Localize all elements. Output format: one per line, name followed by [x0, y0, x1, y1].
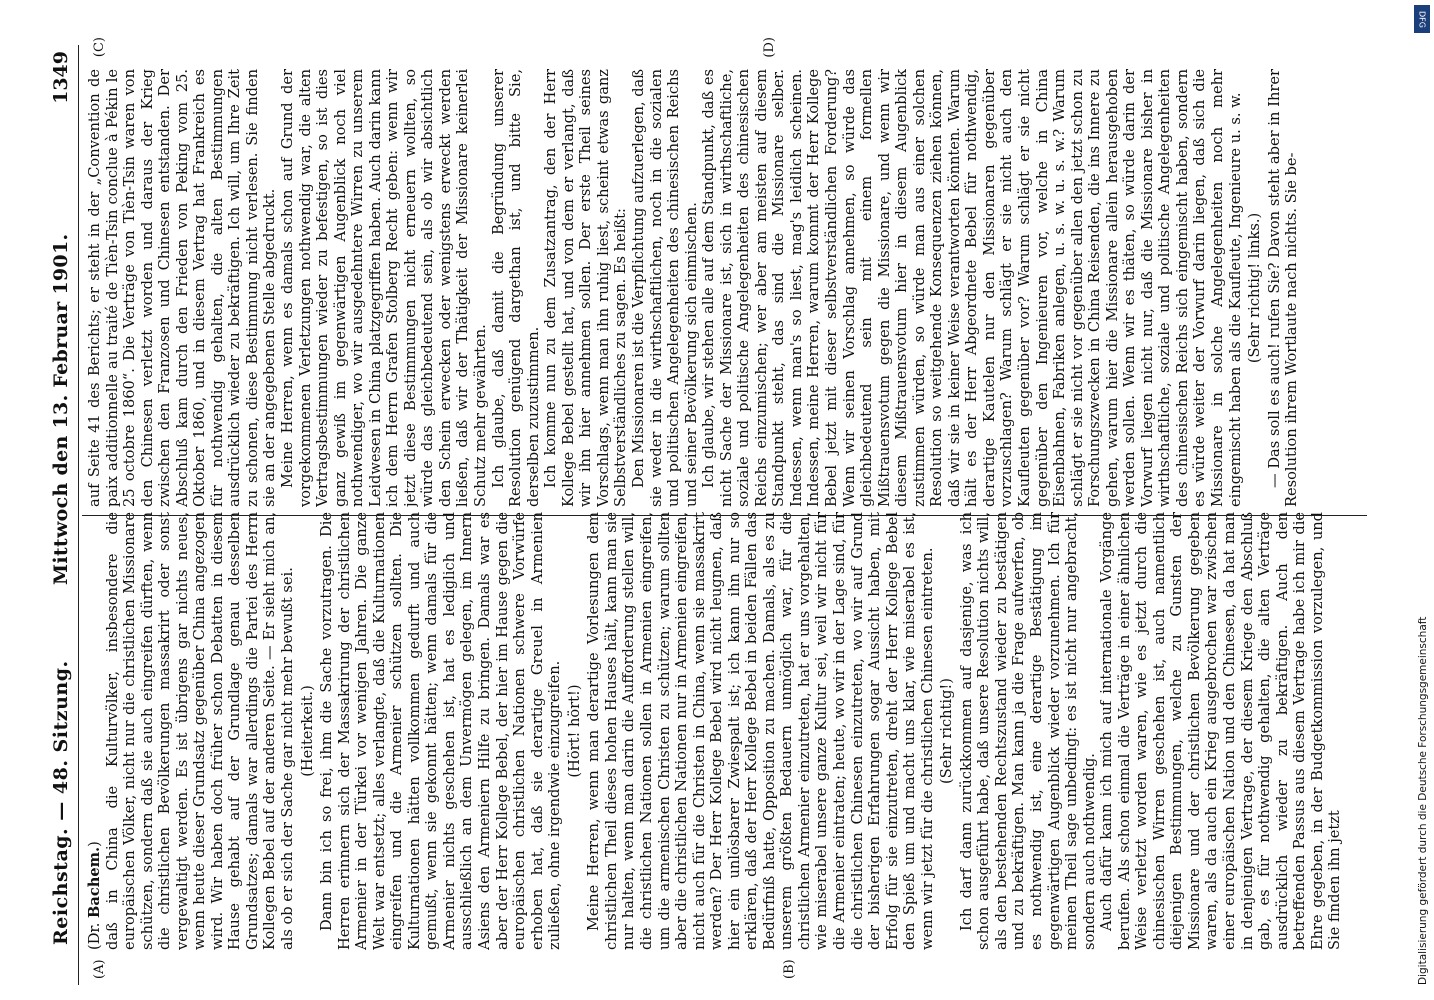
- paragraph: daß in China die Kulturvölker, insbesondere die europäischen Völker, nicht nur die christlichen Missionare schützen, sondern daß sie auch eingreifen dürften, wenn die christlichen Bevölkerungen massakrirt oder sonst vergewaltigt werden. Es ist übrigens gar nichts neues, wenn heute dieser Grundsatz gegenüber China angezogen wird. Wir haben doch früher schon Debatten in diesem Hause gehabt auf der Grundlage genau desselben Grundsatzes; damals war allerdings die Partei des Herrn Kollegen Bebel auf der anderen Seite. — Er sieht mich an, als ob er sich der Sache gar nicht mehr bewußt sei.: [103, 512, 297, 950]
- marker-a: (A): [92, 959, 107, 979]
- text-column-left: [86, 512, 1366, 950]
- digitization-watermark: [1410, 0, 1434, 1000]
- paragraph: auf Seite 41 des Berichts; er steht in der „Convention de paix additionnelle au traité de Tièn-Tsin conclue à Pékin le 25 octobre 1860“. Die Verträge von Tièn-Tsin waren von den Chinesen verletzt worden und daraus der Krieg zwischen den Franzosen und Chinesen entstanden. Der Abschluß kam durch den Frieden von Peking vom 25. Oktober 1860, und in diesem Vertrag hat Frankreich es für nothwendig gehalten, die alten Bestimmungen ausdrücklich wieder zu bekräftigen. Ich will, um Ihre Zeit zu schonen, diese Bestimmung nicht verlesen. Sie finden sie an der angegebenen Stelle abgedruckt.: [86, 69, 279, 507]
- watermark-text: Digitalisierung gefördert durch die Deutsche Forschungsgemeinschaft: [1417, 616, 1429, 985]
- speaker-suffix: ): [86, 841, 103, 847]
- text-column-right: [86, 69, 1366, 507]
- marker-c: (C): [92, 37, 107, 58]
- header-date: Mittwoch den 13. Februar 1901.: [50, 233, 72, 585]
- header-title: Reichstag. — 48. Sitzung.: [50, 660, 72, 945]
- rotated-newspaper-page: [42, 37, 1372, 985]
- paragraph: Ich glaube, daß damit die Begründung unserer Resolution genügend dargethan ist, und bitte Sie, derselben zuzustimmen.: [489, 69, 542, 507]
- speaker-prefix: (Dr.: [86, 922, 103, 950]
- column-divider: [82, 515, 1367, 516]
- paragraph: Meine Herren, wenn es damals schon auf Grund der vorgekommenen Verletzungen nothwendig war, die alten Vertragsbestimmungen wieder zu befestigen, so ist dies ganz gewiß im gegenwärtigen Augenblick noch viel nothwendiger, wo wir ausgedehntere Wirren zu unserem Leidwesen in China platzgegriffen haben. Auch darin kann ich dem Herrn Grafen Stolberg Recht geben: wenn wir jetzt diese Bestimmungen nicht erneuern wollten, so würde das gleichbedeutend sein, als ob wir absichtlich den Schein erwecken oder wenigstens erweckt werden ließen, daß wir der Thätigkeit der Missionare keinerlei Schutz mehr gewährten.: [279, 69, 490, 507]
- page-header: [42, 45, 79, 985]
- interjection: (Hört! hört!): [565, 684, 583, 778]
- interjection: (Heiterkeit.): [298, 685, 316, 777]
- paragraph: Meine Herren, wenn man derartige Vorlesungen dem christlichen Theil dieses hohen Hauses hält, kann man sie nur halten, wenn man darin die Aufforderung stellen will, die christlichen Nationen sollen in Armenien eingreifen, um die armenischen Christen zu schützen; warum sollten aber die christlichen Nationen nur in Armenien eingreifen, nicht auch für die Christen in China, wenn sie massakrirt werden? Der Herr Kollege Bebel wird nicht leugnen, daß hier ein unlösbarer Zwiespalt ist; ich kann ihn nur so erklären, daß der Herr Kollege Bebel in beiden Fällen das Bedürfniß hatte, Opposition zu machen. Damals, als es zu unserem größten Bedauern unmöglich war, für die christlichen Armenier einzutreten, hat er uns vorgehalten, wie miserabel unsere ganze Kultur sei, weil wir nicht für die Armenier eintraten; heute, wo wir in der Lage sind, für die christlichen Chinesen einzutreten, wo wir auf Grund der bisherigen Erfahrungen sogar Aussicht haben, mit Erfolg für sie einzutreten, dreht der Herr Kollege Bebel den Spieß um und macht uns klar, wie miserabel es ist, wenn wir jetzt für die christlichen Chinesen eintreten.: [585, 512, 936, 950]
- interjection: (Sehr richtig! links.): [1246, 212, 1264, 364]
- paragraph: Auch dafür kann ich mich auf internationale Vorgänge berufen. Als schon einmal die Verträge in einer ähnlichen Weise verletzt worden waren, wie es jetzt durch die chinesischen Wirren geschehen ist, auch namentlich diejenigen Bestimmungen, welche zu Gunsten der Missionare und der christlichen Bevölkerung gegeben waren, als da auch ein Krieg ausgebrochen war zwischen einer europäischen Nation und den Chinesen, da hat man in denjenigen Vertrage, der diesem Kriege den Abschluß gab, es für nothwendig gehalten, die alten Verträge ausdrücklich wieder zu bekräftigen. Auch den betreffenden Passus aus diesem Vertrage habe ich mir die Ehre gegeben, in der Budgetkommission vorzulegen, und Sie finden ihn jetzt: [1098, 512, 1344, 950]
- page-number: 1349: [50, 51, 72, 104]
- speaker-name: Bachem.: [86, 846, 103, 918]
- paragraph: Ich komme nun zu dem Zusatzantrag, den der Herr Kollege Bebel gestellt hat, und von dem er verlangt, daß wir ihn hier annehmen sollen. Der erste Theil seines Vorschlags, wenn man ihn ruhig liest, scheint etwas ganz Selbstverständliches zu sagen. Es heißt:: [542, 69, 630, 507]
- marker-b: (B): [782, 959, 797, 979]
- dfg-logo: DFG: [1414, 5, 1430, 33]
- marker-d: (D): [762, 37, 777, 58]
- interjection: (Sehr richtig!): [938, 678, 956, 784]
- block-quote: Den Missionaren ist die Verpflichtung aufzuerlegen, daß sie weder in die wirthschaftlichen, noch in die sozialen und politischen Angelegenheiten des chinesischen Reichs und seiner Bevölkerung sich einmischen.: [629, 69, 700, 507]
- paragraph: Ich darf dann zurückkommen auf dasjenige, was ich schon ausgeführt habe, daß unsere Resolution nichts will, als den bestehenden Rechtszustand wieder zu bestätigen und zu bekräftigen. Man kann ja die Frage aufwerfen, ob es nothwendig ist, eine derartige Bestätigung im gegenwärtigen Augenblick wieder vorzunehmen. Ich für meinen Theil sage unbedingt: es ist nicht nur angebracht, sondern auch nothwendig.: [957, 512, 1098, 950]
- paragraph: Dann bin ich so frei, ihm die Sache vorzutragen. Die Herren erinnern sich der Massakrirung der christlichen Armenier in der Türkei vor wenigen Jahren. Die ganze Welt war entsetzt; alles verlangte, daß die Kulturnationen eingreifen und die Armenier schützen sollten. Die Kulturnationen hätten vollkommen gedurft und auch gemußt, wenn sie gekonnt hätten; wenn damals für die Armenier nichts geschehen ist, hat es lediglich und ausschließlich an dem Unvermögen gelegen, im Innern Asiens den Armeniern Hilfe zu bringen. Damals war es aber der Herr Kollege Bebel, der hier im Hause gegen die europäischen christlichen Nationen schwere Vorwürfe erhoben hat, daß sie derartige Greuel in Armenien zuließen, ohne irgendwie einzugreifen.: [318, 512, 564, 950]
- speaker-line: [86, 512, 104, 950]
- paragraph: Ich glaube, wir stehen alle auf dem Standpunkt, daß es nicht Sache der Missionare ist, sich in wirthschaftliche, soziale und politische Angelegenheiten des chinesischen Reichs einzumischen; wer aber am meisten auf diesem Standpunkt steht, das sind die Missionare selber. Indessen, wenn man's so liest, mag's leidlich scheinen. Indessen, meine Herren, warum kommt der Herr Kollege Bebel jetzt mit dieser selbstverständlichen Forderung? Wenn wir seinen Vorschlag annehmen, so würde das gleichbedeutend sein mit einem formellen Mißtrauensvotum gegen die Missionare, und wenn wir diesem Mißtrauensvotum hier in diesem Augenblick zustimmen würden, so würde man aus einer solchen Resolution so weitgehende Konsequenzen ziehen können, daß wir sie in keiner Weise verantworten könnten. Warum hält es der Herr Abgeordnete Bebel für nothwendig, derartige Kautelen nur den Missionaren gegenüber vorzuschlagen? Warum schlägt er sie nicht auch den Kaufleuten gegenüber vor? Warum schlägt er sie nicht gegenüber den Ingenieuren vor, welche in China Eisenbahnen, Fabriken anlegen, u. s. w. u. s. w.? Warum schlägt er sie nicht vor gegenüber allen den jetzt schon zu Forschungszwecken in China Reisenden, die ins Innere zu gehen, warum hier die Missionare allein herausgehoben werden sollen. Wenn wir es thäten, so würde darin der Vorwurf liegen nicht nur, daß die Missionare bisher in wirthschaftliche, soziale und politische Angelegenheiten des chinesischen Reichs sich eingemischt haben, sondern es würde weiter der Vorwurf darin liegen, daß sich die Missionare in solche Angelegenheiten noch mehr eingemischt haben als die Kaufleute, Ingenieure u. s. w.: [700, 69, 1244, 507]
- paragraph: — Das soll es auch! rufen Sie? Davon steht aber in Ihrer Resolution ihrem Wortlaute nach nichts. Sie be-: [1265, 69, 1301, 507]
